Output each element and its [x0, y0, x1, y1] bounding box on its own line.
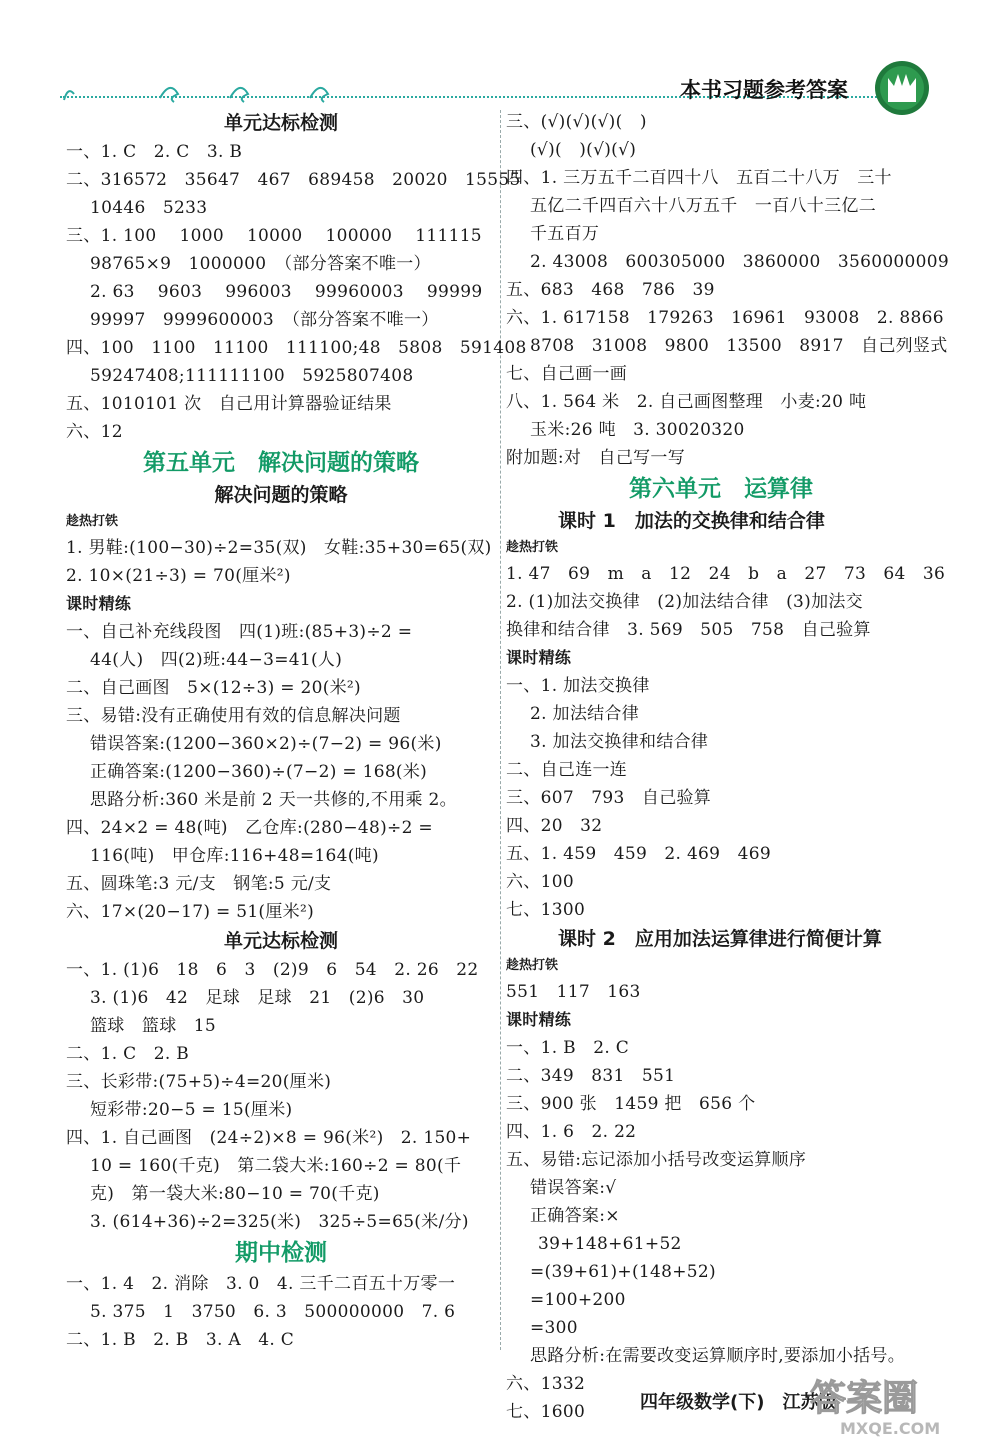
footer-grade-label: 四年级数学(下) 江苏版: [640, 1392, 837, 1413]
right-line: 一、1. 加法交换律: [506, 676, 650, 696]
right-line: (√)( )(√)(√): [530, 140, 637, 160]
left-line: 五、圆珠笔:3 元/支 钢笔:5 元/支: [66, 874, 332, 894]
left-line: 四、1. 自己画图 (24÷2)×8 = 96(米²) 2. 150+: [66, 1128, 472, 1148]
left-line: 克) 第一袋大米:80−10 = 70(千克): [90, 1184, 380, 1204]
left-line: 单元达标检测: [223, 112, 338, 134]
left-line: 四、100 1100 11100 111100;48 5808 591408: [66, 338, 527, 358]
right-line: 课时 1 加法的交换律和结合律: [558, 510, 825, 532]
left-line: 一、1. (1)6 18 6 3 (2)9 6 54 2. 26 22: [66, 960, 479, 980]
left-line: 错误答案:(1200−360×2)÷(7−2) = 96(米): [90, 734, 442, 754]
left-line: 一、自己补充线段图 四(1)班:(85+3)÷2 =: [66, 622, 413, 642]
right-line: 课时精练: [506, 648, 572, 667]
left-line: 四、24×2 = 48(吨) 乙仓库:(280−48)÷2 =: [66, 818, 433, 838]
right-line: 正确答案:×: [530, 1206, 620, 1226]
left-line: 98765×9 1000000 （部分答案不唯一）: [90, 254, 431, 274]
header-title: 本书习题参考答案: [680, 78, 848, 102]
right-line: 五、易错:忘记添加小括号改变运算顺序: [506, 1150, 807, 1170]
right-line: 二、349 831 551: [506, 1066, 676, 1086]
left-line: 三、1. 100 1000 10000 100000 111115: [66, 226, 482, 246]
left-line: 二、自己画图 5×(12÷3) = 20(米²): [66, 678, 361, 698]
right-line: 七、1600: [506, 1402, 586, 1422]
left-line: 5. 375 1 3750 6. 3 500000000 7. 6: [90, 1302, 456, 1322]
left-line: 10 = 160(千克) 第二袋大米:160÷2 = 80(千: [90, 1156, 462, 1176]
left-line: 三、易错:没有正确使用有效的信息解决问题: [66, 706, 401, 726]
right-line: 玉米:26 吨 3. 30020320: [530, 420, 745, 440]
left-line: 五、1010101 次 自己用计算器验证结果: [66, 394, 392, 414]
left-line: 第五单元 解决问题的策略: [143, 450, 419, 476]
left-line: 一、1. 4 2. 消除 3. 0 4. 三千二百五十万零一: [66, 1274, 456, 1294]
left-line: 短彩带:20−5 = 15(厘米): [90, 1100, 293, 1120]
right-line: 五、683 468 786 39: [506, 280, 715, 300]
swirl-decoration-icon: [60, 74, 380, 104]
right-line: 六、1. 617158 179263 16961 93008 2. 8866: [506, 308, 944, 328]
left-column: [66, 108, 527, 1354]
right-line: 趁热打铁: [506, 540, 559, 555]
right-line: 551 117 163: [506, 982, 641, 1002]
left-line: 二、1. B 2. B 3. A 4. C: [66, 1330, 295, 1350]
right-line: 一、1. B 2. C: [506, 1038, 630, 1058]
right-line: =300: [530, 1318, 578, 1338]
right-line: 三、(√)(√)(√)( ): [506, 112, 647, 132]
left-line: 六、17×(20−17) = 51(厘米²): [66, 902, 315, 922]
right-line: 2. 43008 600305000 3860000 3560000009: [530, 252, 950, 272]
left-line: 趁热打铁: [66, 514, 119, 529]
left-line: 3. (614+36)÷2=325(米) 325÷5=65(米/分): [90, 1212, 469, 1232]
left-line: 一、1. C 2. C 3. B: [66, 142, 243, 162]
left-line: 解决问题的策略: [214, 484, 348, 506]
right-line: 六、100: [506, 872, 574, 892]
right-line: 趁热打铁: [506, 958, 559, 973]
right-line: 六、1332: [506, 1374, 586, 1394]
left-line: 正确答案:(1200−360)÷(7−2) = 168(米): [90, 762, 428, 782]
left-line: 2. 10×(21÷3) = 70(厘米²): [66, 566, 291, 586]
right-line: 2. (1)加法交换律 (2)加法结合律 (3)加法交: [506, 592, 863, 612]
right-line: 二、自己连一连: [506, 760, 628, 780]
left-line: 1. 男鞋:(100−30)÷2=35(双) 女鞋:35+30=65(双): [66, 538, 492, 558]
right-line: 三、900 张 1459 把 656 个: [506, 1094, 756, 1114]
left-line: 10446 5233: [90, 198, 208, 218]
right-line: 课时 2 应用加法运算律进行简便计算: [558, 928, 882, 950]
right-line: =(39+61)+(148+52): [530, 1262, 716, 1282]
left-line: 44(人) 四(2)班:44−3=41(人): [90, 650, 343, 670]
left-line: 116(吨) 甲仓库:116+48=164(吨): [90, 846, 379, 866]
watermark-line1: 答案圈: [810, 1378, 919, 1419]
right-line: 1. 47 69 m a 12 24 b a 27 73 64 36: [506, 564, 946, 584]
right-line: 五亿二千四百六十八万五千 一百八十三亿二: [530, 196, 876, 216]
left-line: 2. 63 9603 996003 99960003 99999: [90, 282, 483, 302]
left-line: 二、1. C 2. B: [66, 1044, 190, 1064]
left-line: 3. (1)6 42 足球 足球 21 (2)6 30: [90, 988, 425, 1008]
right-line: 2. 加法结合律: [530, 704, 640, 724]
left-line: 单元达标检测: [223, 930, 338, 952]
watermark-line2: MXQE.COM: [840, 1419, 941, 1438]
left-line: 期中检测: [235, 1240, 327, 1266]
right-line: 错误答案:√: [530, 1178, 617, 1198]
left-line: 99997 9999600003 （部分答案不唯一）: [90, 310, 439, 330]
right-line: 四、1. 三万五千二百四十八 五百二十八万 三十: [506, 168, 892, 188]
left-line: 59247408;111111100 5925807408: [90, 366, 414, 386]
column-divider: [500, 110, 501, 1350]
right-line: 三、607 793 自己验算: [506, 788, 712, 808]
left-line: 六、12: [66, 422, 123, 442]
left-line: 篮球 篮球 15: [90, 1016, 217, 1036]
right-line: 千五百万: [530, 224, 600, 244]
right-line: 四、20 32: [506, 816, 603, 836]
right-line: 五、1. 459 459 2. 469 469: [506, 844, 771, 864]
right-line: 四、1. 6 2. 22: [506, 1122, 637, 1142]
right-line: 七、自己画一画: [506, 364, 628, 384]
left-line: 课时精练: [66, 594, 132, 613]
right-line: 附加题:对 自己写一写: [506, 448, 686, 468]
right-line: 八、1. 564 米 2. 自己画图整理 小麦:20 吨: [506, 392, 867, 412]
right-line: 七、1300: [506, 900, 586, 920]
left-line: 三、长彩带:(75+5)÷4=20(厘米): [66, 1072, 332, 1092]
right-column: [506, 108, 950, 1426]
right-line: 换律和结合律 3. 569 505 758 自己验算: [506, 620, 871, 640]
right-line: 3. 加法交换律和结合律: [530, 732, 709, 752]
right-line: =100+200: [530, 1290, 626, 1310]
right-line: 8708 31008 9800 13500 8917 自己列竖式: [530, 336, 948, 356]
watermark-logo: [800, 1366, 990, 1440]
right-line: 第六单元 运算律: [629, 476, 813, 502]
right-line: 课时精练: [506, 1010, 572, 1029]
left-line: 思路分析:360 米是前 2 天一共修的,不用乘 2。: [90, 790, 457, 810]
right-line: 思路分析:在需要改变运算顺序时,要添加小括号。: [530, 1346, 906, 1366]
right-line: 39+148+61+52: [538, 1234, 682, 1254]
left-line: 二、316572 35647 467 689458 20020 15555: [66, 170, 521, 190]
